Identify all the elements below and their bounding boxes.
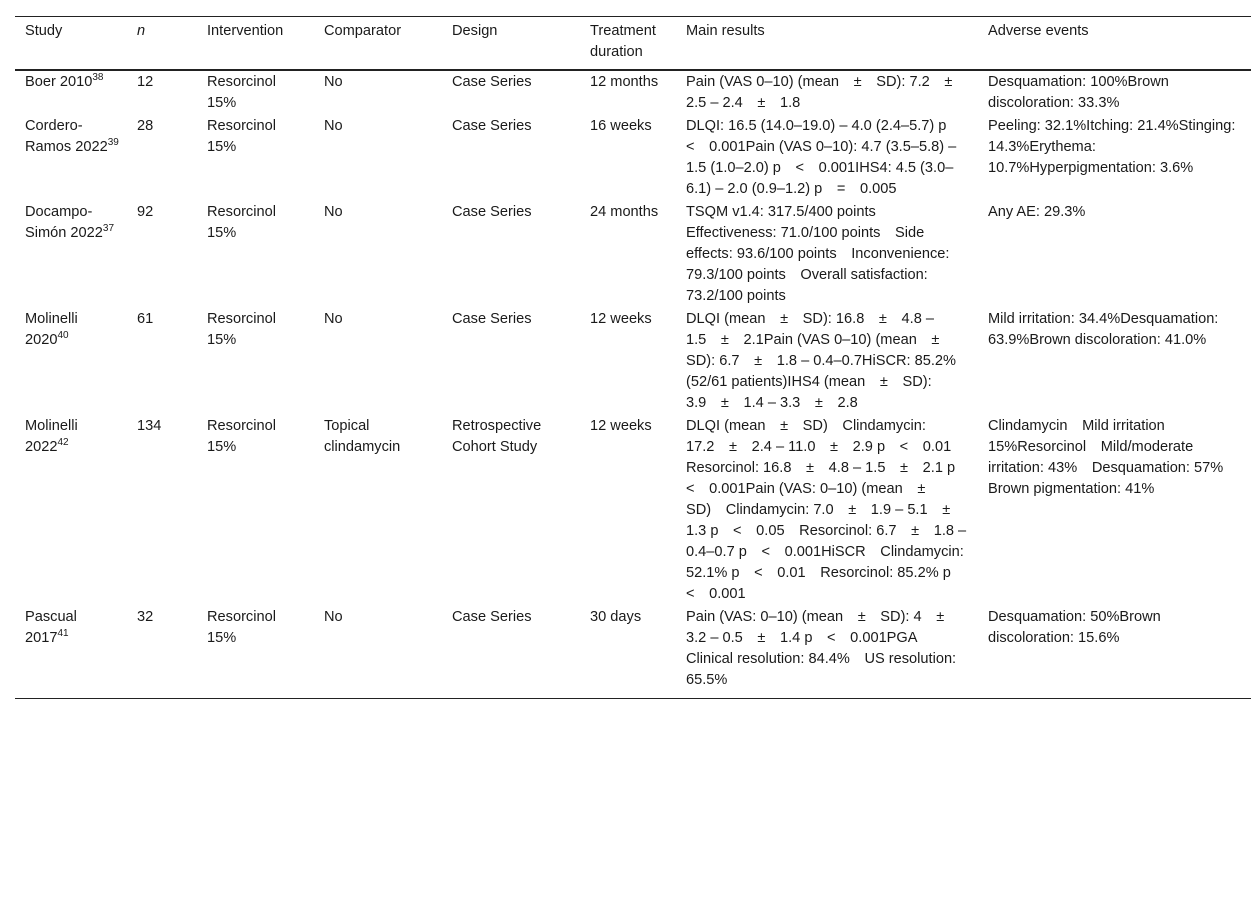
cell-adverse-events: Desquamation: 100%Brown discoloration: 33.3%: [988, 74, 1169, 111]
studies-table: [15, 16, 1251, 699]
cell-main-results: TSQM v1.4: 317.5/400 points Effectiveness: 71.0/100 points Side effects: 93.6/100 points Inconvenience: 79.3/100 points Overall satisfaction: 73.2/100 points: [686, 204, 950, 304]
cell-design: Case Series: [452, 74, 532, 90]
cell-intervention: Resorcinol 15%: [207, 204, 276, 241]
cell-design: Case Series: [442, 606, 580, 699]
cell-main-results: DLQI (mean ± SD) Clindamycin: 17.2 ± 2.4 – 11.0 ± 2.9 p < 0.01 Resorcinol: 16.8 ± 4.8 – 1.5 ± 2.1 p < 0.001Pain (VAS: 0–10) (mean ± SD) Clindamycin: 7.0 ± 1.9 – 5.1 ± 1.3 p < 0.05 Resorcinol: 6.7 ± 1.8 – 0.4–0.7 p < 0.001HiSCR Clindamycin: 52.1% p < 0.01 Resorcinol: 85.2% p < 0.001: [686, 418, 970, 602]
table-row: [15, 115, 1251, 201]
cell-comparator: No: [324, 204, 343, 220]
study-name: Molinelli 2022: [25, 418, 78, 455]
cell-study: [15, 606, 127, 699]
cell-adverse-events: Peeling: 32.1%Itching: 21.4%Stinging: 14.3%Erythema: 10.7%Hyperpigmentation: 3.6%: [988, 118, 1236, 176]
cell-design: Case Series: [452, 311, 532, 327]
cell-duration: 12 weeks: [590, 311, 652, 327]
cell-study: [15, 70, 127, 115]
header-intervention: Intervention: [197, 17, 314, 71]
study-reference: 38: [92, 72, 104, 84]
cell-adverse-events: Clindamycin Mild irritation 15%Resorcinol Mild/moderate irritation: 43% Desquamation: 57% Brown pigmentation: 41%: [988, 418, 1238, 497]
cell-n: 28: [137, 118, 154, 134]
cell-duration: 24 months: [590, 204, 659, 220]
cell-main-results: Pain (VAS 0–10) (mean ± SD): 7.2 ± 2.5 – 2.4 ± 1.8: [686, 74, 967, 111]
cell-n: 61: [137, 311, 154, 327]
cell-intervention: Resorcinol 15%: [207, 74, 276, 111]
cell-design: Case Series: [452, 118, 532, 134]
header-row: [15, 17, 1251, 71]
cell-study: [15, 415, 127, 606]
study-name: Molinelli 2020: [25, 311, 78, 348]
header-duration: Treatment duration: [580, 17, 676, 71]
header-design: Design: [442, 17, 580, 71]
header-main-results: Main results: [676, 17, 978, 71]
study-reference: 41: [57, 628, 69, 640]
study-name: Cordero-Ramos 2022: [25, 118, 108, 155]
cell-study: [15, 115, 127, 201]
cell-adverse-events: Desquamation: 50%Brown discoloration: 15.6%: [978, 606, 1251, 699]
header-n: n: [127, 17, 197, 71]
table-row: [15, 70, 1251, 115]
cell-intervention: Resorcinol 15%: [207, 418, 276, 455]
cell-comparator: No: [314, 606, 442, 699]
cell-comparator: No: [324, 311, 343, 327]
cell-main-results: Pain (VAS: 0–10) (mean ± SD): 4 ± 3.2 – 0.5 ± 1.4 p < 0.001PGA Clinical resolution: 84.4% US resolution: 65.5%: [676, 606, 978, 699]
study-name: Boer 2010: [25, 74, 93, 90]
cell-n: 92: [137, 204, 154, 220]
cell-n: 32: [127, 606, 197, 699]
cell-duration: 30 days: [580, 606, 676, 699]
cell-comparator: No: [324, 118, 343, 134]
study-reference: 37: [102, 223, 115, 235]
cell-study: [15, 201, 127, 308]
cell-intervention: Resorcinol 15%: [207, 311, 276, 348]
study-name: Pascual 2017: [25, 609, 77, 646]
cell-comparator: Topical clindamycin: [324, 418, 401, 455]
cell-intervention: Resorcinol 15%: [207, 118, 276, 155]
study-name: Docampo-Simón 2022: [25, 204, 103, 241]
cell-main-results: DLQI: 16.5 (14.0–19.0) – 4.0 (2.4–5.7) p < 0.001Pain (VAS 0–10): 4.7 (3.5–5.8) – 1.5 (1.0–2.0) p < 0.001IHS4: 4.5 (3.0–6.1) – 2.0 (0.9–1.2) p = 0.005: [686, 118, 962, 197]
cell-intervention: Resorcinol 15%: [197, 606, 314, 699]
cell-design: Retrospective Cohort Study: [452, 418, 542, 455]
header-comparator: Comparator: [314, 17, 442, 71]
cell-n: 134: [137, 418, 162, 434]
cell-study: [15, 308, 127, 415]
cell-duration: 12 weeks: [590, 418, 652, 434]
cell-duration: 16 weeks: [590, 118, 652, 134]
study-reference: 39: [107, 137, 119, 149]
cell-design: Case Series: [452, 204, 532, 220]
cell-comparator: No: [324, 74, 343, 90]
cell-n: 12: [137, 74, 154, 90]
header-study: Study: [15, 17, 127, 71]
cell-adverse-events: Mild irritation: 34.4%Desquamation: 63.9%Brown discoloration: 41.0%: [988, 311, 1219, 348]
cell-main-results: DLQI (mean ± SD): 16.8 ± 4.8 – 1.5 ± 2.1Pain (VAS 0–10) (mean ± SD): 6.7 ± 1.8 – 0.4–0.7HiSCR: 85.2% (52/61 patients)IHS4 (mean ± SD): 3.9 ± 1.4 – 3.3 ± 2.8: [686, 311, 957, 411]
table-row: [15, 308, 1251, 415]
table-row: [15, 201, 1251, 308]
study-reference: 42: [57, 437, 69, 449]
header-adverse-events: Adverse events: [978, 17, 1251, 71]
table-row: [15, 415, 1251, 606]
cell-adverse-events: Any AE: 29.3%: [988, 204, 1086, 220]
table-row: [15, 606, 1251, 699]
cell-duration: 12 months: [590, 74, 659, 90]
study-reference: 40: [57, 330, 69, 342]
